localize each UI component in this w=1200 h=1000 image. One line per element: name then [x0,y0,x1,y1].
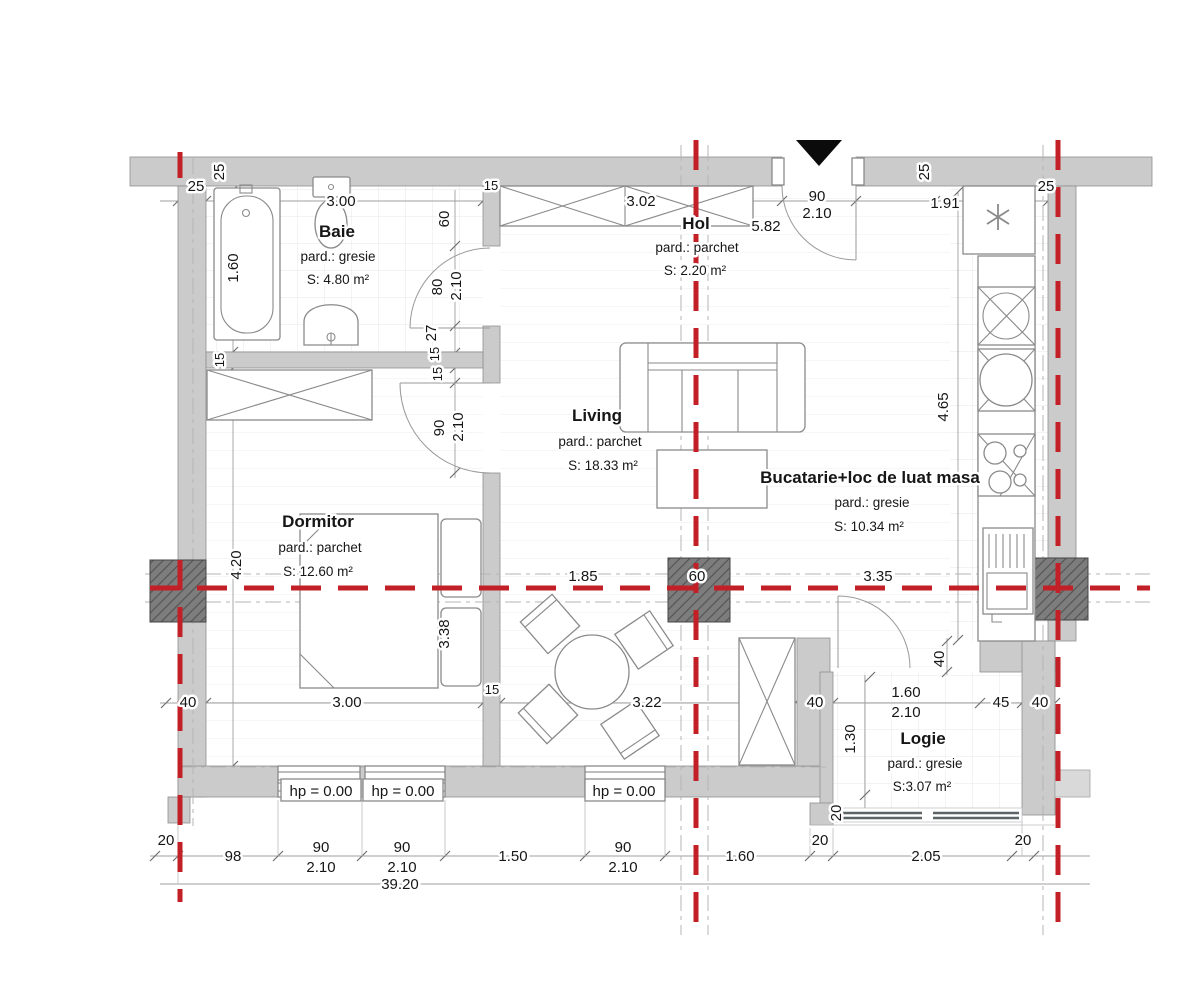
room-name-bucatarie: Bucatarie+loc de luat masa [760,468,980,487]
room-name-baie: Baie [319,222,355,241]
dining-table-symbol [555,635,629,709]
partition-v1-mid [483,326,500,383]
dim-entry-door-w: 90 [808,188,826,205]
dim-column-60: 60 [688,568,706,585]
dim-baie-door-w: 80 [429,278,446,296]
dim-wall-15-top: 15 [483,178,499,193]
dim-hol-width: 3.02 [626,193,656,210]
dim-living-322: 3.22 [632,694,662,711]
partition-v1-bottom [483,473,500,766]
dim-bottom-w3h: 2.10 [608,859,638,876]
bottom-wall-b [445,766,585,797]
dim-bottom-w2h: 2.10 [387,859,417,876]
top-wall-right [856,157,1152,186]
room-floor-bucatarie: pard.: gresie [834,495,910,510]
wardrobe-symbol-logie [739,638,795,765]
fridge-symbol [963,186,1035,254]
dim-kitchen-465: 4.65 [935,392,952,422]
room-floor-living: pard.: parchet [558,434,642,449]
kitchen-sink-symbol [978,434,1035,496]
dim-logie-door-w: 1.60 [891,684,921,701]
room-name-logie: Logie [900,729,946,748]
dim-logie-wall-40: 40 [931,650,948,668]
dim-bottom-98: 98 [224,848,242,865]
logie-right-wall [1022,641,1055,815]
dim-kitchen-335: 3.35 [863,568,893,585]
entry-jamb-left [772,158,784,185]
sofa-symbol [620,343,805,432]
bathtub-symbol [214,185,280,340]
room-name-hol: Hol [682,214,710,233]
dim-wall-15-mid: 15 [484,682,500,697]
kitchen-counter [978,256,1035,641]
dim-chain-15a: 15 [427,346,442,362]
coffee-table-symbol [657,450,767,508]
dim-top-25-left-v: 25 [211,163,228,181]
dim-entry-door-h: 2.10 [802,205,832,222]
dim-logie-40: 40 [1031,694,1049,711]
room-area-dormitor: S: 12.60 m² [283,564,353,579]
room-name-dormitor: Dormitor [282,512,354,531]
dim-logie-130: 1.30 [842,724,859,754]
washbasin-symbol [304,305,358,345]
room-area-living: S: 18.33 m² [568,458,638,473]
dim-logie-45: 45 [992,694,1010,711]
room-floor-dormitor: pard.: parchet [278,540,362,555]
dim-chain-27: 27 [423,324,440,342]
washing-machine-symbol [978,287,1035,345]
sill-label-2: hp = 0.00 [371,783,435,800]
dim-chain-15b: 15 [430,366,445,382]
dim-wardrobe-40: 40 [806,694,824,711]
dim-baie-door-h: 2.10 [448,271,465,301]
dim-dorm-door-w: 90 [431,419,448,437]
dim-dormitor-420: 4.20 [228,550,245,580]
dim-bottom-20c: 20 [1014,832,1032,849]
dim-bottom-205: 2.05 [911,848,941,865]
room-floor-hol: pard.: parchet [655,240,739,255]
sill-label-3: hp = 0.00 [592,783,656,800]
dim-total-3920: 39.20 [381,876,419,893]
dim-logie-20v: 20 [828,804,845,822]
room-area-baie: S: 4.80 m² [306,272,370,287]
dim-dorm-300: 3.00 [332,694,362,711]
entrance-marker-icon [796,140,842,166]
dim-bottom-160: 1.60 [725,848,755,865]
dim-mid-185: 1.85 [568,568,598,585]
room-name-living: Living [571,406,623,425]
dim-wall-15-left: 15 [212,352,227,368]
radiator-symbol [983,528,1033,622]
dim-bottom-w2: 90 [393,839,411,856]
dim-bed-338: 3.38 [436,619,453,649]
dim-left-40: 40 [179,694,197,711]
room-floor-baie: pard.: gresie [300,249,376,264]
room-area-hol: S: 2.20 m² [663,263,727,278]
dim-bottom-150: 1.50 [498,848,528,865]
dim-bottom-w1: 90 [312,839,330,856]
dim-bottom-w3: 90 [614,839,632,856]
dim-dorm-door-h: 2.10 [450,412,467,442]
dim-bottom-20a: 20 [157,832,175,849]
entry-jamb-right [852,158,864,185]
dim-tub-160: 1.60 [225,253,242,283]
dim-top-25-right-v: 25 [916,163,933,181]
dim-top-25-left: 25 [187,178,205,195]
dim-logie-door-h: 2.10 [891,704,921,721]
dim-hol-582: 5.82 [751,218,781,235]
bottom-wall-c [665,766,822,797]
room-area-bucatarie: S: 10.34 m² [834,519,904,534]
dim-bottom-w1h: 2.10 [306,859,336,876]
dim-kitchen-191: 1.91 [930,195,960,212]
partition-v1-top [483,186,500,246]
stove-symbol [978,349,1035,411]
dim-chain-60: 60 [436,210,453,228]
room-floor-logie: pard.: gresie [887,756,963,771]
dim-bottom-20b: 20 [811,832,829,849]
room-area-logie: S:3.07 m² [892,779,952,794]
dim-top-25-right: 25 [1037,178,1055,195]
wardrobe-symbol-dormitor [207,370,372,420]
sill-label-1: hp = 0.00 [289,783,353,800]
logie-glazing [810,808,1055,825]
dim-baie-width: 3.00 [326,193,356,210]
